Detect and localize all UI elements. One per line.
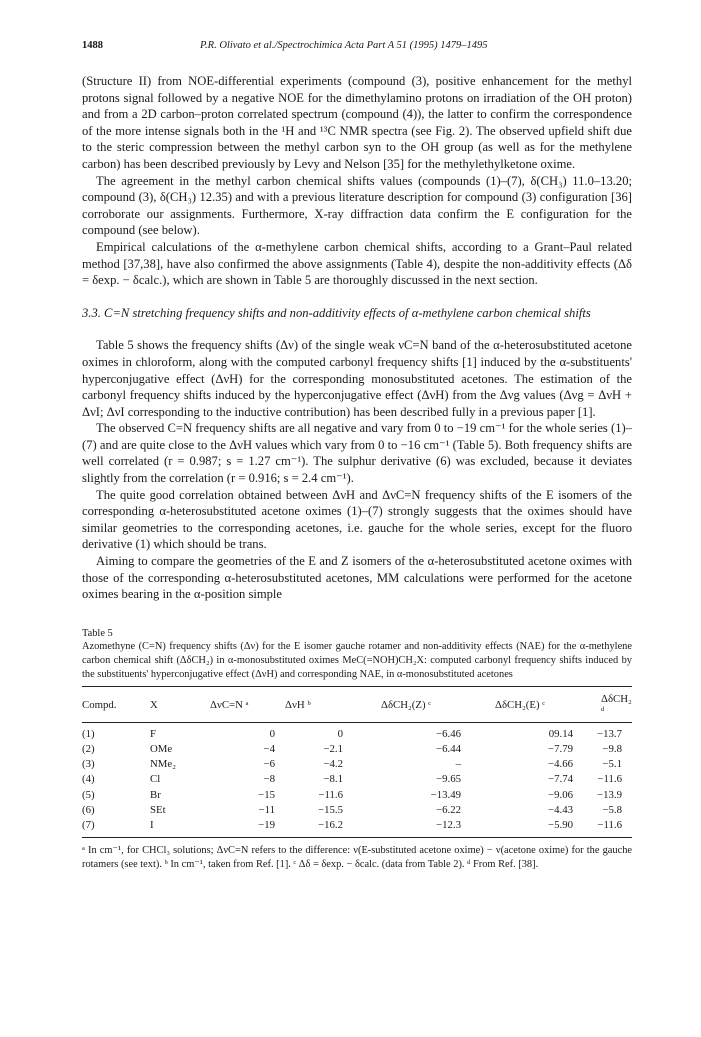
table-cell: −11.6 [318, 788, 343, 801]
footnote-a: ᵃ In cm⁻¹, for CHCl₃ solutions; ΔνC=N refers to the difference: ν(E-substituted acetone oxime) − ν(acetone oxime) for the gauche rotamers (see text). [82, 845, 632, 870]
journal-citation: P.R. Olivato et al./Spectrochimica Acta Part A 51 (1995) 1479–1495 [200, 40, 488, 51]
table-row [82, 803, 632, 818]
header-dnu-h: ΔνH ᵇ [285, 687, 353, 723]
table-cell: (1) [82, 728, 95, 741]
header-ddelta-ch2: ΔδCH₂ ᵈ [583, 687, 632, 723]
table-cell: −4.2 [323, 758, 343, 771]
journal-page [82, 40, 632, 871]
table-cell: −2.1 [323, 743, 343, 756]
table-row [82, 788, 632, 803]
paragraph-7: Aiming to compare the geometries of the E and Z isomers of the α-heterosubstituted acetone oximes with those of the corresponding α-heterosubstituted acetones, MM calculations were performed for the acetone oximes bearing in the α-position simple [82, 554, 632, 602]
table-cell: −6 [263, 758, 275, 771]
table-cell: 09.14 [548, 728, 573, 741]
table-cell: −11 [258, 803, 275, 816]
table-cell: F [150, 728, 157, 741]
table-cell: Br [150, 788, 161, 801]
table-cell: – [455, 758, 461, 771]
paragraph-1: (Structure II) from NOE-differential experiments (compound (3), positive enhancement for the methyl protons signal followed by a negative NOE for the dimethylamino protons on irradiation of the OH proton) and from a 2D carbon–proton correlated spectrum (compound (4)), the latter to confirm the correspondence of the more intense signals both in the ¹H and ¹³C NMR spectra (see Fig. 2). The observed upfield shift due to the steric compression between the methyl carbon syn to the OH group (as well as for the methylene carbon) has been described previously by Levy and Nelson [35] for the methylethylketone oxime. [82, 74, 632, 171]
table-cell: NMe₂ [150, 758, 176, 771]
table-cell: −12.3 [353, 818, 471, 838]
table-cell: −13.49 [430, 788, 461, 801]
header-x: X [150, 687, 210, 723]
table-footnotes [82, 844, 632, 871]
table-cell: −11.6 [597, 773, 622, 786]
data-table [82, 686, 632, 838]
paragraph-4: Table 5 shows the frequency shifts (Δν) of the single weak νC=N band of the α-heterosubstituted acetone oximes in chloroform, along with the computed carbonyl frequency shifts [1] induced by the α-substituents' hyperconjugative effect (ΔνH) for the corresponding monosubstituted acetones. The estimation of the carbonyl frequency shifts induced by the hyperconjugative effect (ΔνH) from the Δνg values (Δνg = ΔνH + ΔνI; ΔνI corresponding to the inductive contribution) has been described fully in a previous paper [1]. [82, 338, 632, 419]
table-cell: 0 [337, 728, 343, 741]
table-cell: (2) [82, 743, 95, 756]
table-cell: −13.7 [597, 728, 622, 741]
header-ddelta-z: ΔδCH₂(Z) ᶜ [353, 687, 471, 723]
table-cell: (5) [82, 788, 95, 801]
table-cell: −5.1 [602, 758, 622, 771]
table-cell: (6) [82, 803, 95, 816]
table-cell: I [150, 818, 210, 838]
table-cell: −6.22 [436, 803, 461, 816]
table-cell: −15.5 [318, 803, 343, 816]
section-heading: 3.3. C=N stretching frequency shifts and non-additivity effects of α-methylene carbon chemical shifts [82, 305, 591, 320]
table-row [82, 818, 632, 838]
running-header [82, 40, 632, 51]
footnote-c: ᶜ Δδ = δexp. − δcalc. (data from Table 2). [293, 858, 465, 870]
table-cell: OMe [150, 743, 173, 756]
table-cell: −9.8 [602, 743, 622, 756]
table-cell: −5.8 [602, 803, 622, 816]
table-cell: (3) [82, 758, 95, 771]
table-cell: −7.74 [548, 773, 573, 786]
table-cell: −4 [263, 743, 275, 756]
table-cell: −4.66 [548, 758, 573, 771]
table-cell: Cl [150, 773, 161, 786]
table-cell: −6.46 [436, 728, 461, 741]
paragraph-3: Empirical calculations of the α-methylene carbon chemical shifts, according to a Grant–Paul related method [37,38], have also confirmed the above assignments (Table 4), despite the non-additivity effects (Δδ = δexp. − δcalc.), which are shown in Table 5 are thoroughly discussed in the next section. [82, 239, 632, 288]
header-dnu-cn: ΔνC=N ᵃ [210, 687, 285, 723]
paragraph-5: The observed C=N frequency shifts are all negative and vary from 0 to −19 cm⁻¹ for the whole series (1)–(7) and are quite close to the ΔνH values which vary from 0 to −16 cm⁻¹ (Table 5). Both frequency shifts are well correlated (r = 0.987; s = 1.27 cm⁻¹). The sulphur derivative (6) was excluded, because it deviates slightly from the correlation (r = 0.916; s = 2.4 cm⁻¹). [82, 421, 632, 486]
paragraph-2: The agreement in the methyl carbon chemical shifts values (compounds (1)–(7), δ(CH₃) 11.0–13.20; compound (3), δ(CH₃) 12.35) and with a previous literature description for compound (3) configuration [36] corroborate our assignments. Furthermore, X-ray diffraction data confirm the E configuration for the compound (see below). [82, 173, 632, 238]
footnote-d: ᵈ From Ref. [38]. [467, 858, 539, 870]
table-row [82, 773, 632, 788]
table-title: Table 5 [82, 627, 113, 639]
table-cell: 0 [269, 728, 275, 741]
table-cell: −19 [210, 818, 285, 838]
page-number: 1488 [82, 40, 103, 51]
table-row [82, 758, 632, 773]
table-cell: −16.2 [285, 818, 353, 838]
table-cell: −9.06 [548, 788, 573, 801]
table-header-row [82, 687, 632, 723]
table-cell: −8 [263, 773, 275, 786]
paragraph-6: The quite good correlation obtained between ΔνH and ΔνC=N frequency shifts of the E isomers of the corresponding α-heterosubstituted acetone oximes (1)–(7) strongly suggests that the oximes should have similar geometries to the corresponding acetones, i.e. gauche for the whole series, except for the fluoro derivative (1) which should be trans. [82, 487, 632, 552]
table-cell: −13.9 [597, 788, 622, 801]
table-cell: −5.90 [471, 818, 583, 838]
table-row [82, 742, 632, 757]
table-cell: −15 [258, 788, 275, 801]
table-cell: −8.1 [323, 773, 343, 786]
table-cell: −7.79 [548, 743, 573, 756]
table-cell: (7) [82, 818, 150, 838]
table-cell: SEt [150, 803, 166, 816]
table-cell: −6.44 [436, 743, 461, 756]
table-cell: −9.65 [436, 773, 461, 786]
table-row [82, 723, 632, 743]
table-cell: (4) [82, 773, 95, 786]
header-compd: Compd. [82, 687, 150, 723]
footnote-b: ᵇ In cm⁻¹, taken from Ref. [1]. [164, 858, 291, 870]
table-cell: −11.6 [583, 818, 632, 838]
table-caption: Azomethyne (C=N) frequency shifts (Δν) for the E isomer gauche rotamer and non-additivity effects (NAE) for the α-methylene carbon chemical shift (ΔδCH₂) in α-monosubstituted oximes MeC(=NOH)CH₂X: computed carbonyl frequency shifts induced by the substituents' hyperconjugative effect (ΔνH) and corresponding NAE, in α-monosubstituted acetones [82, 641, 632, 680]
table-cell: −4.43 [548, 803, 573, 816]
header-ddelta-e: ΔδCH₂(E) ᶜ [471, 687, 583, 723]
